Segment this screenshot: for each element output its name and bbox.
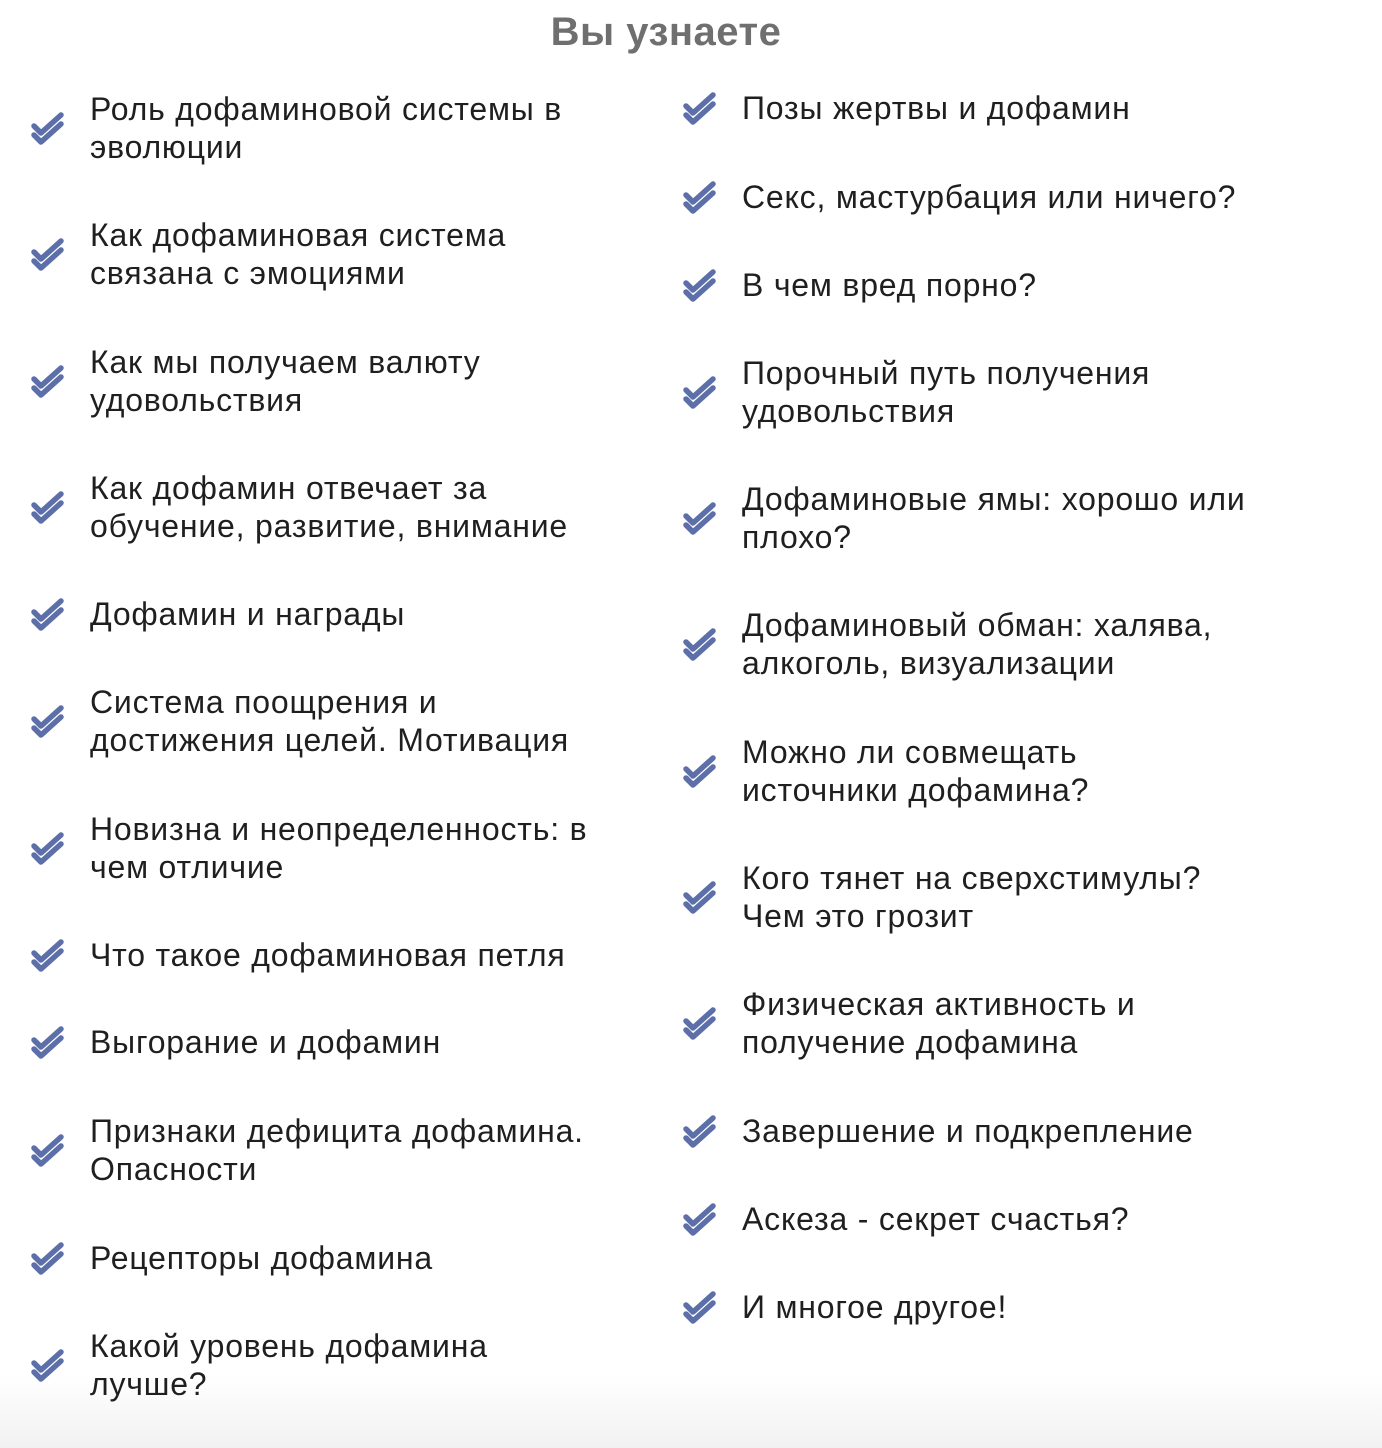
topic-item-right-7 <box>676 733 1356 810</box>
double-check-icon <box>678 1001 722 1045</box>
double-check-icon <box>26 232 70 276</box>
topic-label: Дофаминовые ямы: хорошо или плохо? <box>742 480 1246 555</box>
double-check-icon <box>678 622 722 666</box>
topic-label: Можно ли совмещать источники дофамина? <box>742 733 1090 808</box>
double-check-icon <box>678 1197 722 1241</box>
topic-item-right-4 <box>676 354 1356 431</box>
topic-label: Выгорание и дофамин <box>90 1023 442 1060</box>
topic-item-left-9 <box>24 1020 664 1064</box>
double-check-icon <box>678 86 722 130</box>
double-check-icon <box>678 370 722 414</box>
double-check-icon <box>26 699 70 743</box>
topic-item-left-5 <box>24 592 664 636</box>
topic-item-right-1 <box>676 86 1356 130</box>
topic-item-right-9 <box>676 985 1356 1062</box>
topic-label: Дофаминовый обман: халява, алкоголь, визуализации <box>742 606 1213 681</box>
topic-label: В чем вред порно? <box>742 266 1037 303</box>
topic-label: Позы жертвы и дофамин <box>742 89 1131 126</box>
double-check-icon <box>678 875 722 919</box>
topic-label: Какой уровень дофамина лучше? <box>90 1327 488 1402</box>
topic-label: Система поощрения и достижения целей. Мотивация <box>90 683 570 758</box>
double-check-icon <box>678 749 722 793</box>
topic-item-right-2 <box>676 175 1356 219</box>
double-check-icon <box>26 933 70 977</box>
topic-label: Рецепторы дофамина <box>90 1239 433 1276</box>
double-check-icon <box>678 175 722 219</box>
topic-label: Дофамин и награды <box>90 595 406 632</box>
topic-item-right-5 <box>676 480 1356 557</box>
topic-item-right-6 <box>676 606 1356 683</box>
double-check-icon <box>678 263 722 307</box>
topic-label: Порочный путь получения удовольствия <box>742 354 1151 429</box>
topic-item-left-11 <box>24 1236 664 1280</box>
double-check-icon <box>678 496 722 540</box>
topic-label: Что такое дофаминовая петля <box>90 936 566 973</box>
topic-item-right-3 <box>676 263 1356 307</box>
topic-label: Завершение и подкрепление <box>742 1112 1194 1149</box>
topic-item-left-6 <box>24 683 664 760</box>
page-title: Вы узнаете <box>550 10 782 54</box>
topic-label: Аскеза - секрет счастья? <box>742 1200 1130 1237</box>
topic-label: Как дофамин отвечает за обучение, развитие, внимание <box>90 469 568 544</box>
double-check-icon <box>26 106 70 150</box>
topic-label: Признаки дефицита дофамина. Опасности <box>90 1112 584 1187</box>
double-check-icon <box>26 1128 70 1172</box>
topic-item-left-10 <box>24 1112 664 1189</box>
topic-item-right-12 <box>676 1285 1356 1329</box>
double-check-icon <box>26 1343 70 1387</box>
topic-item-left-2 <box>24 216 664 293</box>
topic-label: Кого тянет на сверхстимулы? Чем это грозит <box>742 859 1202 934</box>
double-check-icon <box>26 1020 70 1064</box>
double-check-icon <box>678 1109 722 1153</box>
topic-label: Как дофаминовая система связана с эмоциями <box>90 216 507 291</box>
topic-label: Новизна и неопределенность: в чем отличие <box>90 810 588 885</box>
double-check-icon <box>26 359 70 403</box>
topic-item-left-12 <box>24 1327 664 1404</box>
topic-item-left-4 <box>24 469 664 546</box>
topic-label: И многое другое! <box>742 1288 1008 1325</box>
topic-item-left-1 <box>24 90 664 167</box>
topic-item-left-7 <box>24 810 664 887</box>
topic-item-right-8 <box>676 859 1356 936</box>
topic-item-right-10 <box>676 1109 1356 1153</box>
double-check-icon <box>26 826 70 870</box>
topic-label: Секс, мастурбация или ничего? <box>742 178 1237 215</box>
topic-item-left-8 <box>24 933 664 977</box>
topic-item-right-11 <box>676 1197 1356 1241</box>
double-check-icon <box>26 1236 70 1280</box>
topic-label: Роль дофаминовой системы в эволюции <box>90 90 563 165</box>
topic-label: Физическая активность и получение дофамина <box>742 985 1136 1060</box>
double-check-icon <box>678 1285 722 1329</box>
topic-label: Как мы получаем валюту удовольствия <box>90 343 481 418</box>
double-check-icon <box>26 592 70 636</box>
topic-item-left-3 <box>24 343 664 420</box>
double-check-icon <box>26 485 70 529</box>
